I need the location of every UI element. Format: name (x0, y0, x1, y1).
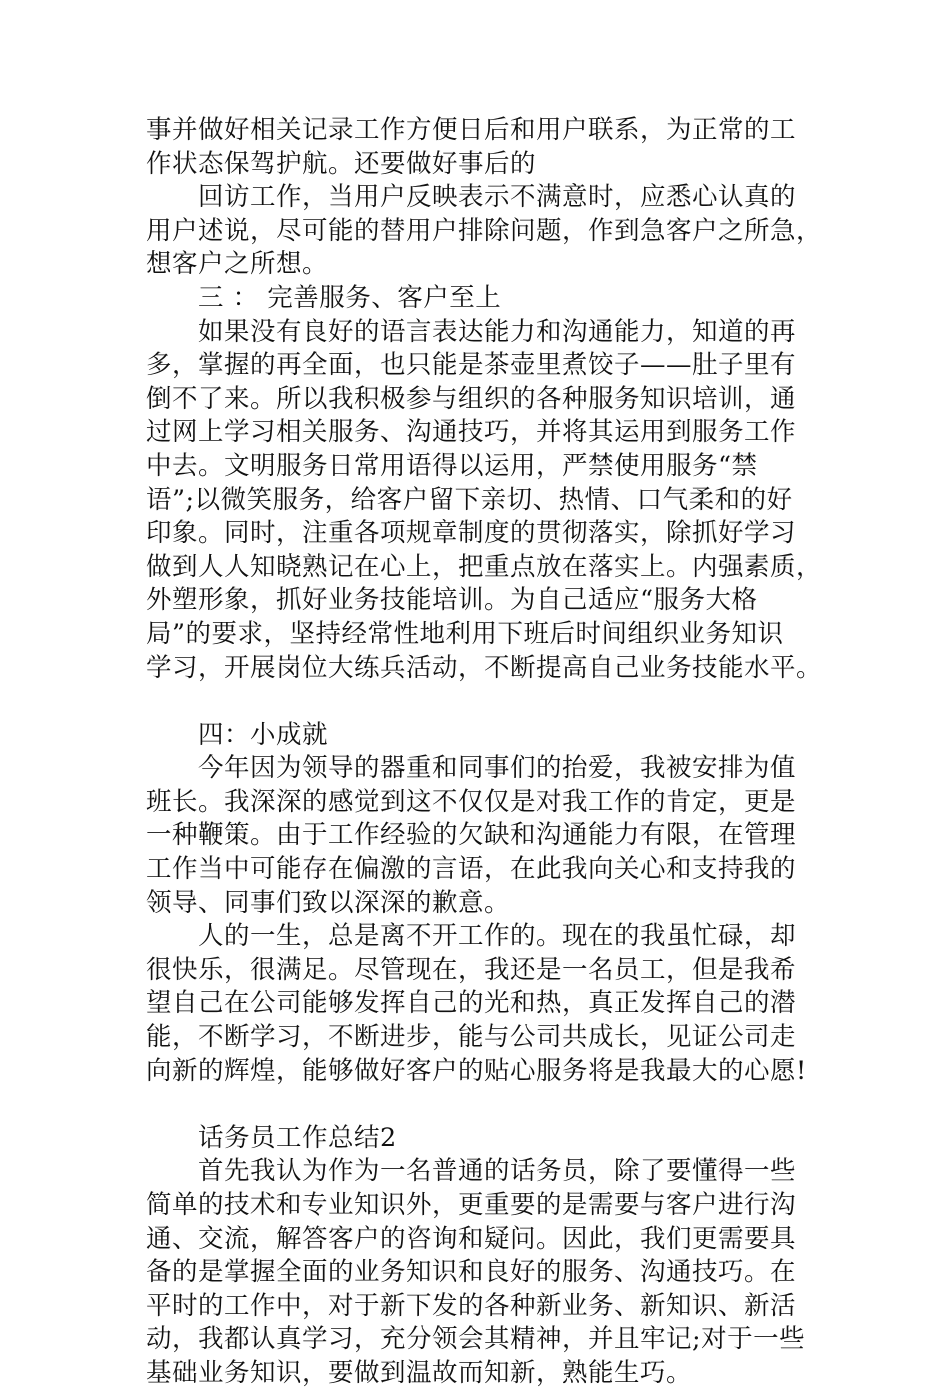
paragraph-start: 如果没有良好的语言表达能力和沟通能力，知道的再 (198, 316, 797, 347)
text-line: 平时的工作中，对于新下发的各种新业务、新知识、新活 (146, 1290, 797, 1321)
section-heading-3: 三 ： 完善服务、客户至上 (198, 282, 502, 313)
text-line: 能，不断学习，不断进步，能与公司共成长，见证公司走 (146, 1022, 797, 1053)
document-subtitle: 话务员工作总结2 (198, 1122, 397, 1153)
text-line: 很快乐，很满足。尽管现在，我还是一名员工，但是我希 (146, 954, 797, 985)
text-line: 一种鞭策。由于工作经验的欠缺和沟通能力有限，在管理 (146, 820, 797, 851)
blank-line (146, 685, 806, 719)
text-line: 学习，开展岗位大练兵活动，不断提高自己业务技能水平。 (146, 652, 823, 683)
text-line: 通、交流，解答客户的咨询和疑问。因此，我们更需要具 (146, 1223, 797, 1254)
text-line: 简单的技术和专业知识外，更重要的是需要与客户进行沟 (146, 1190, 797, 1220)
blank-line (146, 1088, 806, 1122)
text-line: 望自己在公司能够发挥自己的光和热，真正发挥自己的潜 (146, 988, 797, 1019)
text-line: 多，掌握的再全面，也只能是茶壶里煮饺子——肚子里有 (146, 350, 797, 381)
text-line: 工作当中可能存在偏激的言语，在此我向关心和支持我的 (146, 854, 797, 885)
text-line: 过网上学习相关服务、沟通技巧，并将其运用到服务工作 (146, 417, 797, 448)
text-line: 局”的要求，坚持经常性地利用下班后时间组织业务知识 (146, 618, 784, 649)
text-line: 中去。文明服务日常用语得以运用，严禁使用服务“禁 (146, 450, 758, 481)
text-line: 作状态保驾护航。还要做好事后的 (146, 148, 537, 179)
text-line: 领导、同事们致以深深的歉意。 (146, 887, 511, 918)
text-line: 向新的辉煌，能够做好客户的贴心服务将是我最大的心愿! (146, 1055, 807, 1086)
document-body (146, 114, 823, 1391)
text-line: 动，我都认真学习，充分领会其精神，并且牢记;对于一些 (146, 1324, 806, 1355)
text-line: 外塑形象，抓好业务技能培训。为自己适应“服务大格 (146, 585, 758, 616)
text-line: 班长。我深深的感觉到这不仅仅是对我工作的肯定，更是 (146, 786, 797, 817)
text-line: 语”;以微笑服务，给客户留下亲切、热情、口气柔和的好 (146, 484, 793, 515)
text-line: 倒不了来。所以我积极参与组织的各种服务知识培训，通 (146, 383, 797, 414)
paragraph-start: 今年因为领导的器重和同事们的抬爱，我被安排为值 (198, 753, 797, 784)
paragraph-start: 回访工作，当用户反映表示不满意时，应悉心认真的 (198, 182, 797, 213)
text-line: 基础业务知识，要做到温故而知新，熟能生巧。 (146, 1357, 693, 1388)
text-line: 想客户之所想。 (146, 249, 329, 280)
text-line: 用户述说，尽可能的替用户排除问题，作到急客户之所急， (146, 215, 823, 246)
paragraph-start: 首先我认为作为一名普通的话务员，除了要懂得一些 (198, 1156, 797, 1187)
text-line: 事并做好相关记录工作方便日后和用户联系，为正常的工 (146, 115, 797, 145)
section-heading-4: 四：小成就 (198, 719, 329, 750)
text-line: 备的是掌握全面的业务知识和良好的服务、沟通技巧。在 (146, 1257, 797, 1288)
text-line: 做到人人知晓熟记在心上，把重点放在落实上。内强素质， (146, 551, 823, 582)
paragraph-start: 人的一生，总是离不开工作的。现在的我虽忙碌，却 (198, 921, 797, 952)
text-line: 印象。同时，注重各项规章制度的贯彻落实，除抓好学习 (146, 518, 797, 549)
